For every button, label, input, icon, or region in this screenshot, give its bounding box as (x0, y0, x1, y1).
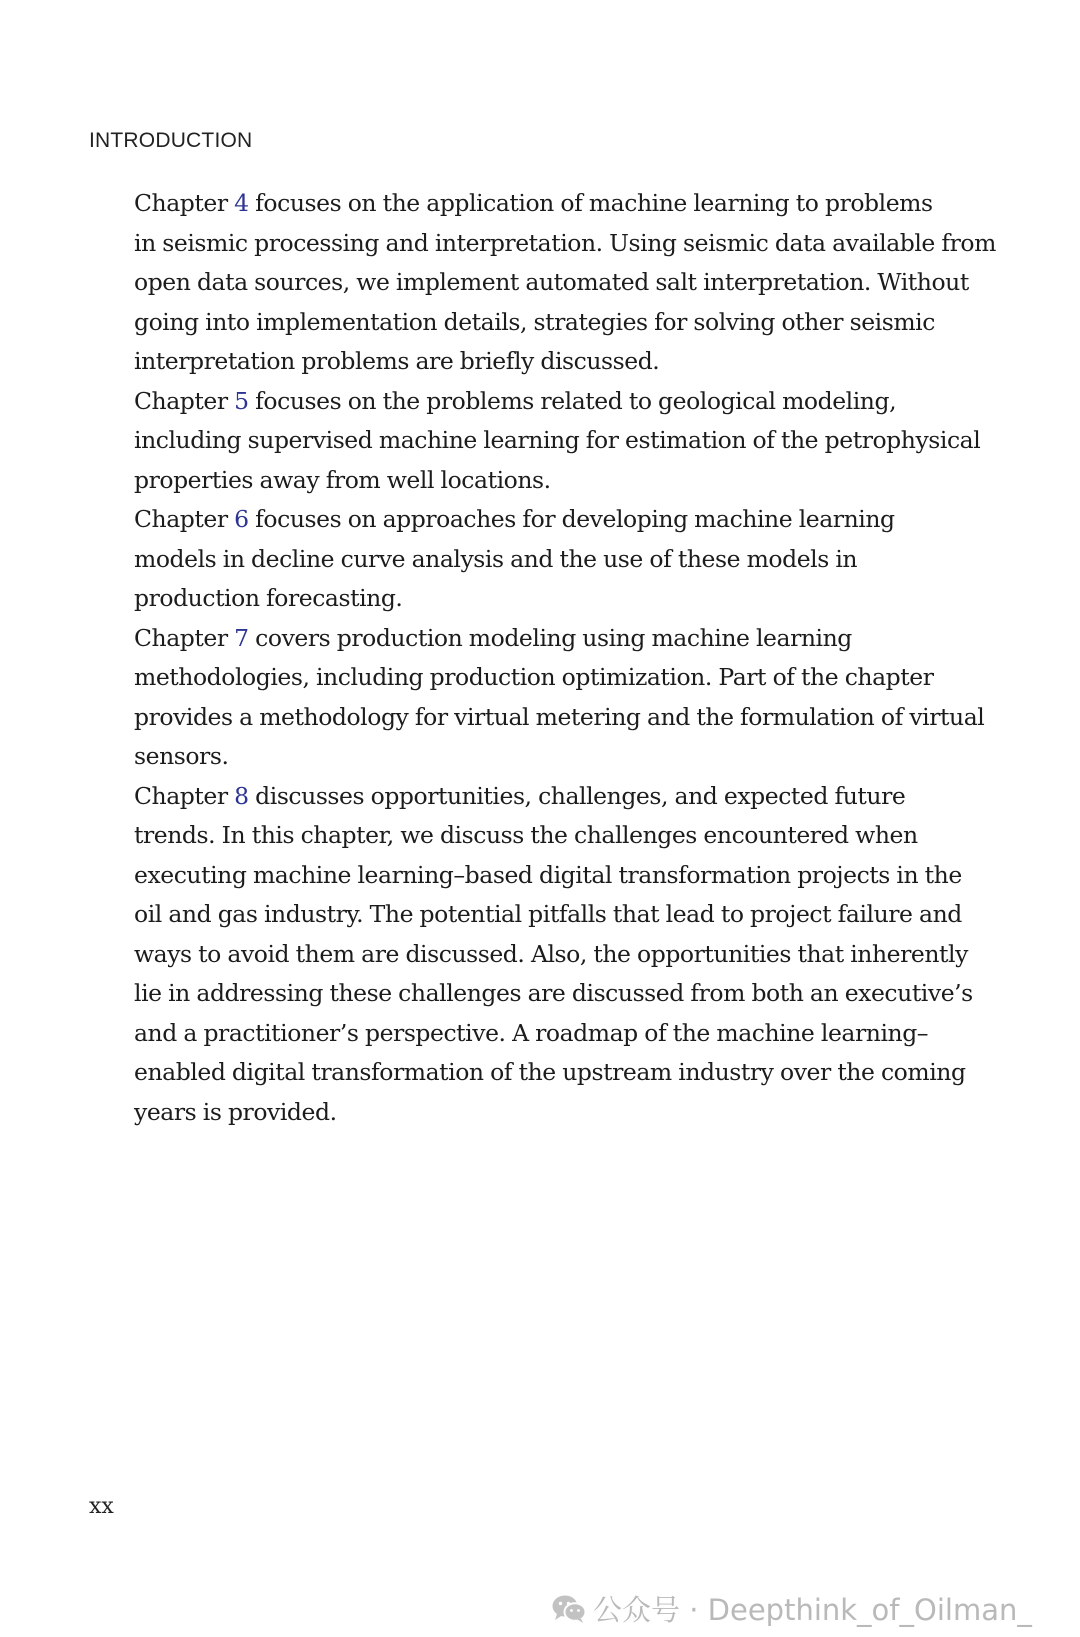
chapter-reference: 8 (234, 781, 249, 810)
text-line (89, 619, 957, 659)
text-run: oil and gas industry. The potential pitfalls that lead to project failure and (134, 900, 962, 928)
paragraph (89, 619, 985, 777)
text-run: production forecasting. (134, 584, 403, 612)
text-line (89, 895, 962, 935)
text-line (89, 698, 985, 738)
text-line (89, 777, 957, 817)
chapter-reference: 4 (234, 189, 249, 217)
text-run: executing machine learning–based digital transformation projects in the (134, 860, 962, 889)
text-line (89, 421, 981, 461)
text-line (89, 263, 969, 303)
text-run: going into implementation details, strategies for solving other seismic (134, 307, 935, 336)
text-line (89, 540, 957, 580)
text-run: enabled digital transformation of the upstream industry over the coming (134, 1058, 966, 1086)
text-line (89, 303, 957, 343)
text-run: Chapter (134, 505, 235, 533)
running-head: INTRODUCTION (89, 129, 253, 152)
page-number: xx (89, 1494, 114, 1519)
text-run: trends. In this chapter, we discuss the challenges encountered when (134, 821, 918, 849)
text-line (89, 461, 957, 501)
text-line (89, 658, 957, 698)
paragraph (89, 184, 996, 382)
text-run: sensors. (134, 742, 229, 770)
paragraph (89, 777, 973, 1133)
text-run: properties away from well locations. (134, 465, 551, 494)
body-text (89, 184, 996, 1132)
text-run: including supervised machine learning for estimation of the petrophysical (134, 426, 981, 454)
text-line (89, 500, 957, 540)
text-line (89, 1053, 966, 1093)
text-run: ways to avoid them are discussed. Also, the opportunities that inherently (134, 939, 968, 968)
text-line (89, 816, 957, 856)
chapter-reference: 5 (234, 386, 249, 415)
text-run: covers production modeling using machine learning (248, 623, 852, 652)
text-run: Chapter (134, 623, 235, 652)
text-line (89, 737, 957, 777)
text-run: focuses on the application of machine learning to problems (248, 189, 933, 217)
text-run: focuses on approaches for developing machine learning (248, 505, 895, 533)
text-run: Chapter (134, 189, 235, 217)
text-run: Chapter (134, 386, 235, 415)
text-line (89, 856, 962, 896)
text-run: lie in addressing these challenges are discussed from both an executive’s (134, 979, 973, 1007)
text-run: provides a methodology for virtual metering and the formulation of virtual (134, 702, 985, 731)
text-run: open data sources, we implement automated salt interpretation. Without (134, 268, 969, 296)
text-line (89, 382, 957, 422)
paragraph (89, 500, 957, 619)
text-line (89, 579, 957, 619)
chapter-reference: 6 (234, 505, 249, 533)
text-run: in seismic processing and interpretation. Using seismic data available from (134, 228, 996, 257)
text-run: Chapter (134, 781, 235, 810)
watermark-text: 公众号 · Deepthink_of_Oilman_ (593, 1593, 1032, 1627)
text-line (89, 1093, 957, 1133)
text-run: and a practitioner’s perspective. A roadmap of the machine learning– (134, 1018, 929, 1047)
text-run: interpretation problems are briefly discussed. (134, 347, 660, 375)
text-run: focuses on the problems related to geological modeling, (248, 386, 897, 415)
text-line (89, 342, 957, 382)
chapter-reference: 7 (234, 623, 249, 652)
text-line (89, 935, 968, 975)
text-line (89, 224, 996, 264)
wechat-icon (551, 1593, 587, 1625)
text-run: discusses opportunities, challenges, and expected future (248, 781, 906, 810)
text-run: models in decline curve analysis and the use of these models in (134, 544, 858, 573)
text-line (89, 1014, 957, 1054)
paragraph (89, 382, 981, 501)
text-run: years is provided. (134, 1097, 337, 1126)
watermark (551, 1588, 1032, 1629)
text-run: methodologies, including production optimization. Part of the chapter (134, 663, 934, 691)
text-line (89, 974, 973, 1014)
text-line (89, 184, 957, 224)
